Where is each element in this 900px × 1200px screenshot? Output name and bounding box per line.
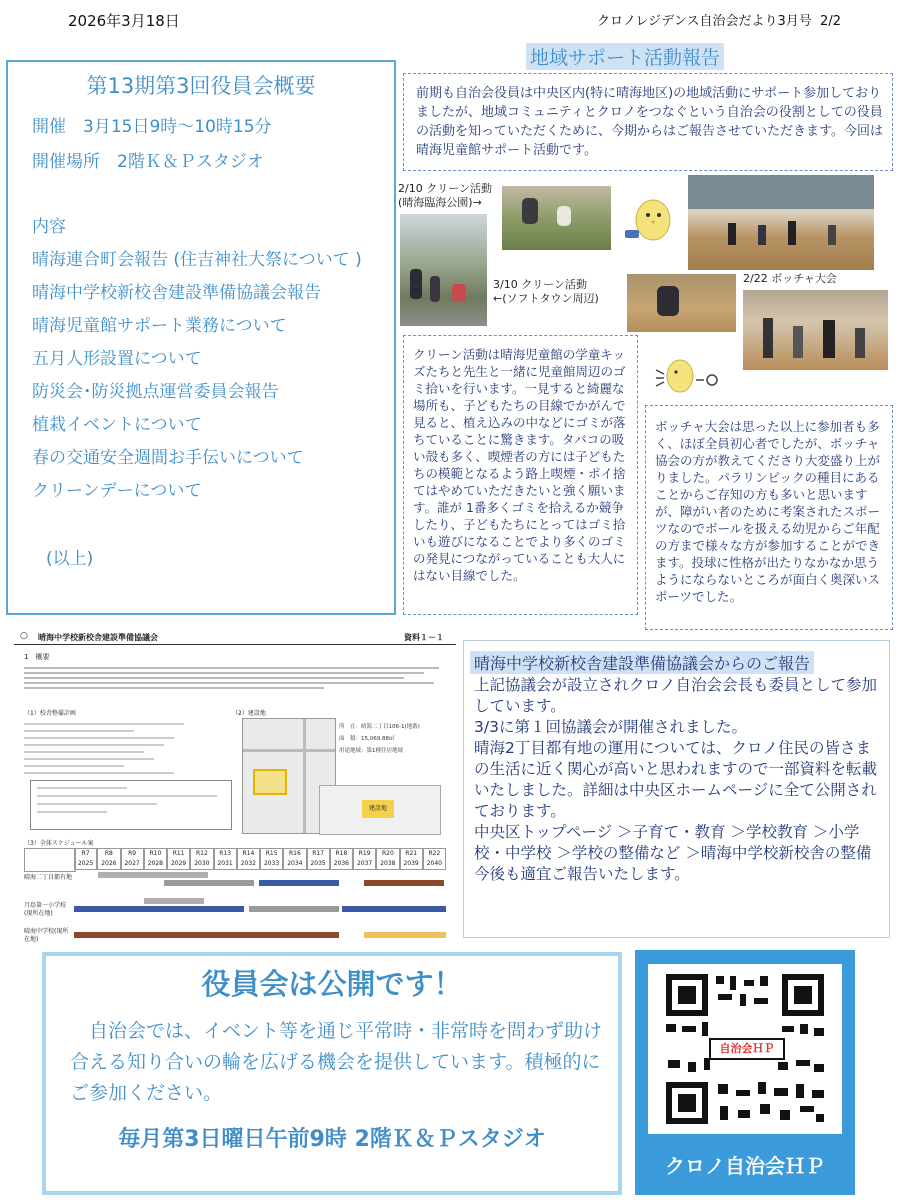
- sched-year-cell: [97, 848, 120, 870]
- doc-header-bar: [14, 630, 456, 645]
- sched-year-r: R9: [128, 850, 137, 857]
- sched-year-cell: [423, 848, 446, 870]
- boccia-text: ボッチャ大会は思った以上に参加者も多く、ほぼ全員初心者でしたが、ボッチャ協会の方が教えてくださり大変盛り上がりました。パラリンピックの種目にあることからご存知の方も多いと思いますが、障がい者のために考案されたスポーツなのでボールを扱える幼児からご年配の方まで様々な方が参加することができます。投球に性格が出たりなかなか思うようにならないところが面白く奥深いスポーツでした。: [655, 419, 881, 604]
- end-label: (以上): [46, 549, 94, 569]
- page-number: 2/2: [820, 14, 841, 29]
- sched-year-cell: [376, 848, 399, 870]
- sched-bar: [249, 906, 339, 912]
- sched-row-label: 晴海中学校(現所在地): [24, 928, 69, 943]
- chick-ball-illustration: [652, 350, 724, 400]
- caption-clean-2-line1: 3/10 クリーン活動: [493, 278, 587, 291]
- chick-illustration: [620, 190, 680, 250]
- sched-year-r: R13: [219, 850, 232, 857]
- sched-year-r: R14: [242, 850, 255, 857]
- doc-address: 所 在：晴海二丁目106-1(地番): [339, 724, 420, 730]
- doc-map-label: （2）建設地: [232, 710, 266, 717]
- sched-year-cell: [121, 848, 144, 870]
- sched-year-y: 2025: [77, 860, 94, 867]
- sched-bar: [74, 906, 244, 912]
- open-meeting-title: 役員会は公開です！: [201, 967, 463, 1001]
- qr-label: クロノ自治会ＨＰ: [665, 1154, 825, 1178]
- doc-map-site: [253, 769, 287, 795]
- doc-schedule-label: （3）全体スケジュール案: [24, 840, 94, 847]
- sched-year-y: 2035: [310, 860, 326, 867]
- sched-year-cell: [307, 848, 330, 870]
- newsletter-name: クロノレジデンス自治会だより3月号: [597, 14, 812, 29]
- photo-boccia-gym: [688, 175, 874, 270]
- caption-clean-2-line2: ←(ソフトタウン周辺): [493, 292, 599, 305]
- photo-boccia-group: [743, 290, 888, 370]
- open-meeting-body: 自治会では、イベント等を通じ平常時・非常時を問わず助け合える知り合いの輪を広げる機会を提供しています。積極的にご参加ください。: [70, 1020, 603, 1104]
- sched-year-r: R16: [288, 850, 301, 857]
- caption-clean-1-line1: 2/10 クリーン活動: [398, 182, 492, 195]
- sched-year-cell: [190, 848, 213, 870]
- sched-bar: [364, 932, 446, 938]
- council-para: 今後も適宜ご報告いたします。: [474, 865, 690, 883]
- clean-activity-text: クリーン活動は晴海児童館の学童キッズたちと先生と一緒に児童館周辺のゴミ拾いを行います。一見すると綺麗な場所も、子どもたちの目線でかがんで見ると、植え込みの中などにゴミが落ちていることに驚きます。タバコの吸い殻も多く、喫煙者の方には子どもたちの模範となるよう路上喫煙・ポイ捨てはやめていただきたいと強く願います。誰が 1番多くゴミを拾えるか競争したり、子どもたちにとってはゴミ拾いも遊びになることでより多くのゴミの発見につながっていることも大人にはない目線でした。: [413, 347, 626, 583]
- sched-year-cell: [144, 848, 167, 870]
- council-para: 中央区トップページ ＞子育て・教育 ＞学校教育 ＞小学校・中学校 ＞学校の整備など ＞晴海中学校新校舎の整備: [474, 823, 872, 862]
- sched-year-y: 2038: [380, 860, 396, 867]
- sched-year-y: 2036: [333, 860, 350, 867]
- doc-ref: 資料１－１: [404, 633, 444, 642]
- sched-year-y: 2031: [217, 860, 233, 867]
- qr-code[interactable]: [648, 964, 842, 1134]
- sched-year-y: 2034: [287, 860, 303, 867]
- photo-clean-park: [400, 214, 487, 326]
- caption-clean-1-line2: (晴海臨海公園)→: [398, 196, 482, 209]
- sched-bar: [74, 932, 339, 938]
- sched-year-y: 2027: [124, 860, 140, 867]
- sched-year-y: 2037: [356, 860, 373, 867]
- boccia-box: [645, 405, 893, 630]
- meeting-summary-box: [6, 60, 396, 615]
- sched-year-r: R10: [149, 850, 162, 857]
- sched-year-cell: [214, 848, 237, 870]
- caption-clean-1: [398, 182, 492, 210]
- sched-year-cell: [400, 848, 423, 870]
- agenda-item: 春の交通安全週間お手伝いについて: [32, 448, 304, 468]
- sched-year-y: 2030: [194, 860, 210, 867]
- agenda-item: 晴海児童館サポート業務について: [32, 316, 287, 336]
- sched-year-r: R22: [428, 850, 441, 857]
- sched-year-r: R19: [358, 850, 371, 857]
- council-document-image: [14, 630, 456, 950]
- sched-year-y: 2026: [101, 860, 117, 867]
- meeting-place: 開催場所 2階Ｋ＆Ｐスタジオ: [32, 152, 264, 172]
- doc-site-tag: 建設地: [362, 800, 394, 818]
- issue-date: 2026年3月18日: [68, 12, 180, 30]
- doc-bullet-icon: ○: [20, 631, 28, 641]
- sched-year-r: R8: [104, 850, 113, 857]
- sched-year-cell: [353, 848, 376, 870]
- support-title: 地域サポート活動報告: [526, 43, 724, 70]
- agenda-item: 植栽イベントについて: [32, 415, 202, 435]
- doc-section1: 1 概要: [24, 653, 50, 661]
- sched-year-y: 2032: [240, 860, 257, 867]
- doc-site-inset: [319, 785, 441, 835]
- sched-bar: [164, 880, 254, 886]
- sched-year-cell: [237, 848, 260, 870]
- sched-year-cell: [330, 848, 353, 870]
- open-meeting-schedule: 毎月第3日曜日午前9時 2階Ｋ＆Ｐスタジオ: [118, 1127, 546, 1152]
- photo-boccia-throw: [627, 274, 736, 332]
- doc-schedule: [24, 848, 449, 946]
- newsletter-title: [597, 10, 841, 29]
- sched-bar: [144, 898, 204, 904]
- council-para: 上記協議会が設立されクロノ自治会会長も委員として参加しています。: [474, 676, 878, 715]
- sched-year-r: R17: [312, 850, 325, 857]
- sched-year-cell: [167, 848, 190, 870]
- sched-year-r: R20: [381, 850, 394, 857]
- sched-year-r: R18: [335, 850, 348, 857]
- qr-panel: [635, 950, 855, 1195]
- sched-year-cell: [283, 848, 306, 870]
- sched-year-r: R12: [195, 850, 208, 857]
- content-label: 内容: [32, 217, 66, 237]
- council-report-box: [463, 640, 890, 938]
- council-title: 晴海中学校新校舎建設準備協議会からのご報告: [470, 651, 814, 674]
- meeting-title: 第13期第3回役員会概要: [86, 74, 316, 98]
- agenda-item: 五月人形設置について: [32, 349, 202, 369]
- doc-plan-detail-box: [30, 780, 232, 830]
- doc-overview-lines: [24, 664, 444, 694]
- agenda-item: クリーンデーについて: [32, 481, 202, 501]
- doc-title: 晴海中学校新校舎建設準備協議会: [38, 633, 158, 642]
- sched-bar: [98, 872, 208, 878]
- support-intro: 前期も自治会役員は中央区内(特に晴海地区)の地域活動にサポート参加しておりましたが、地域コミュニティとクロノをつなぐという自治会の役割としての役員の活動を知っていただくために、今期からはご報告させていただきます。今回は晴海児童館サポート活動です。: [416, 86, 883, 158]
- sched-year-r: R11: [172, 850, 185, 857]
- sched-year-y: 2040: [426, 860, 443, 867]
- sched-bar: [259, 880, 339, 886]
- sched-year-y: 2033: [263, 860, 280, 867]
- photo-clean-bushes: [502, 186, 611, 250]
- open-meeting-box: [42, 952, 622, 1195]
- sched-bar: [364, 880, 444, 886]
- caption-clean-2: [493, 278, 599, 306]
- qr-badge: 自治会ＨＰ: [709, 1038, 785, 1060]
- doc-area: 面 積：15,069.88㎡: [339, 736, 395, 742]
- sched-year-cell: [260, 848, 283, 870]
- doc-plan-label: （1）校舎整備計画: [24, 710, 76, 717]
- sched-year-y: 2029: [170, 860, 187, 867]
- agenda-item: 晴海連合町会報告 (住吉神社大祭について ): [32, 250, 362, 270]
- agenda-item: 防災会･防災拠点運営委員会報告: [32, 382, 279, 402]
- sched-year-r: R7: [81, 850, 90, 857]
- agenda-item: 晴海中学校新校舎建設準備協議会報告: [32, 283, 321, 303]
- sched-row-label: 月島第一小学校(現所在地): [24, 902, 67, 917]
- doc-zone: 用途地域：第1種住居地域: [339, 748, 404, 754]
- council-body: [474, 675, 882, 885]
- council-para: 3/3に第１回協議会が開催されました。: [474, 718, 747, 736]
- sched-year-y: 2039: [403, 860, 419, 867]
- sched-bar: [342, 906, 446, 912]
- clean-activity-box: [403, 335, 638, 615]
- sched-year-r: R21: [405, 850, 418, 857]
- support-intro-box: [403, 73, 893, 171]
- meeting-date: 開催 3月15日9時～10時15分: [32, 117, 272, 137]
- sched-year-r: R15: [265, 850, 278, 857]
- sched-year-y: 2028: [147, 860, 164, 867]
- caption-boccia: 2/22 ボッチャ大会: [743, 272, 837, 285]
- sched-year-cell: [74, 848, 97, 870]
- council-para: 晴海2丁目都有地の運用については、クロノ住民の皆さまの生活に近く関心が高いと思われますので一部資料を転載いたしました。詳細は中央区ホームページに全て公開されております。: [474, 739, 878, 820]
- sched-row-label: 晴海二丁目都有地: [24, 874, 73, 881]
